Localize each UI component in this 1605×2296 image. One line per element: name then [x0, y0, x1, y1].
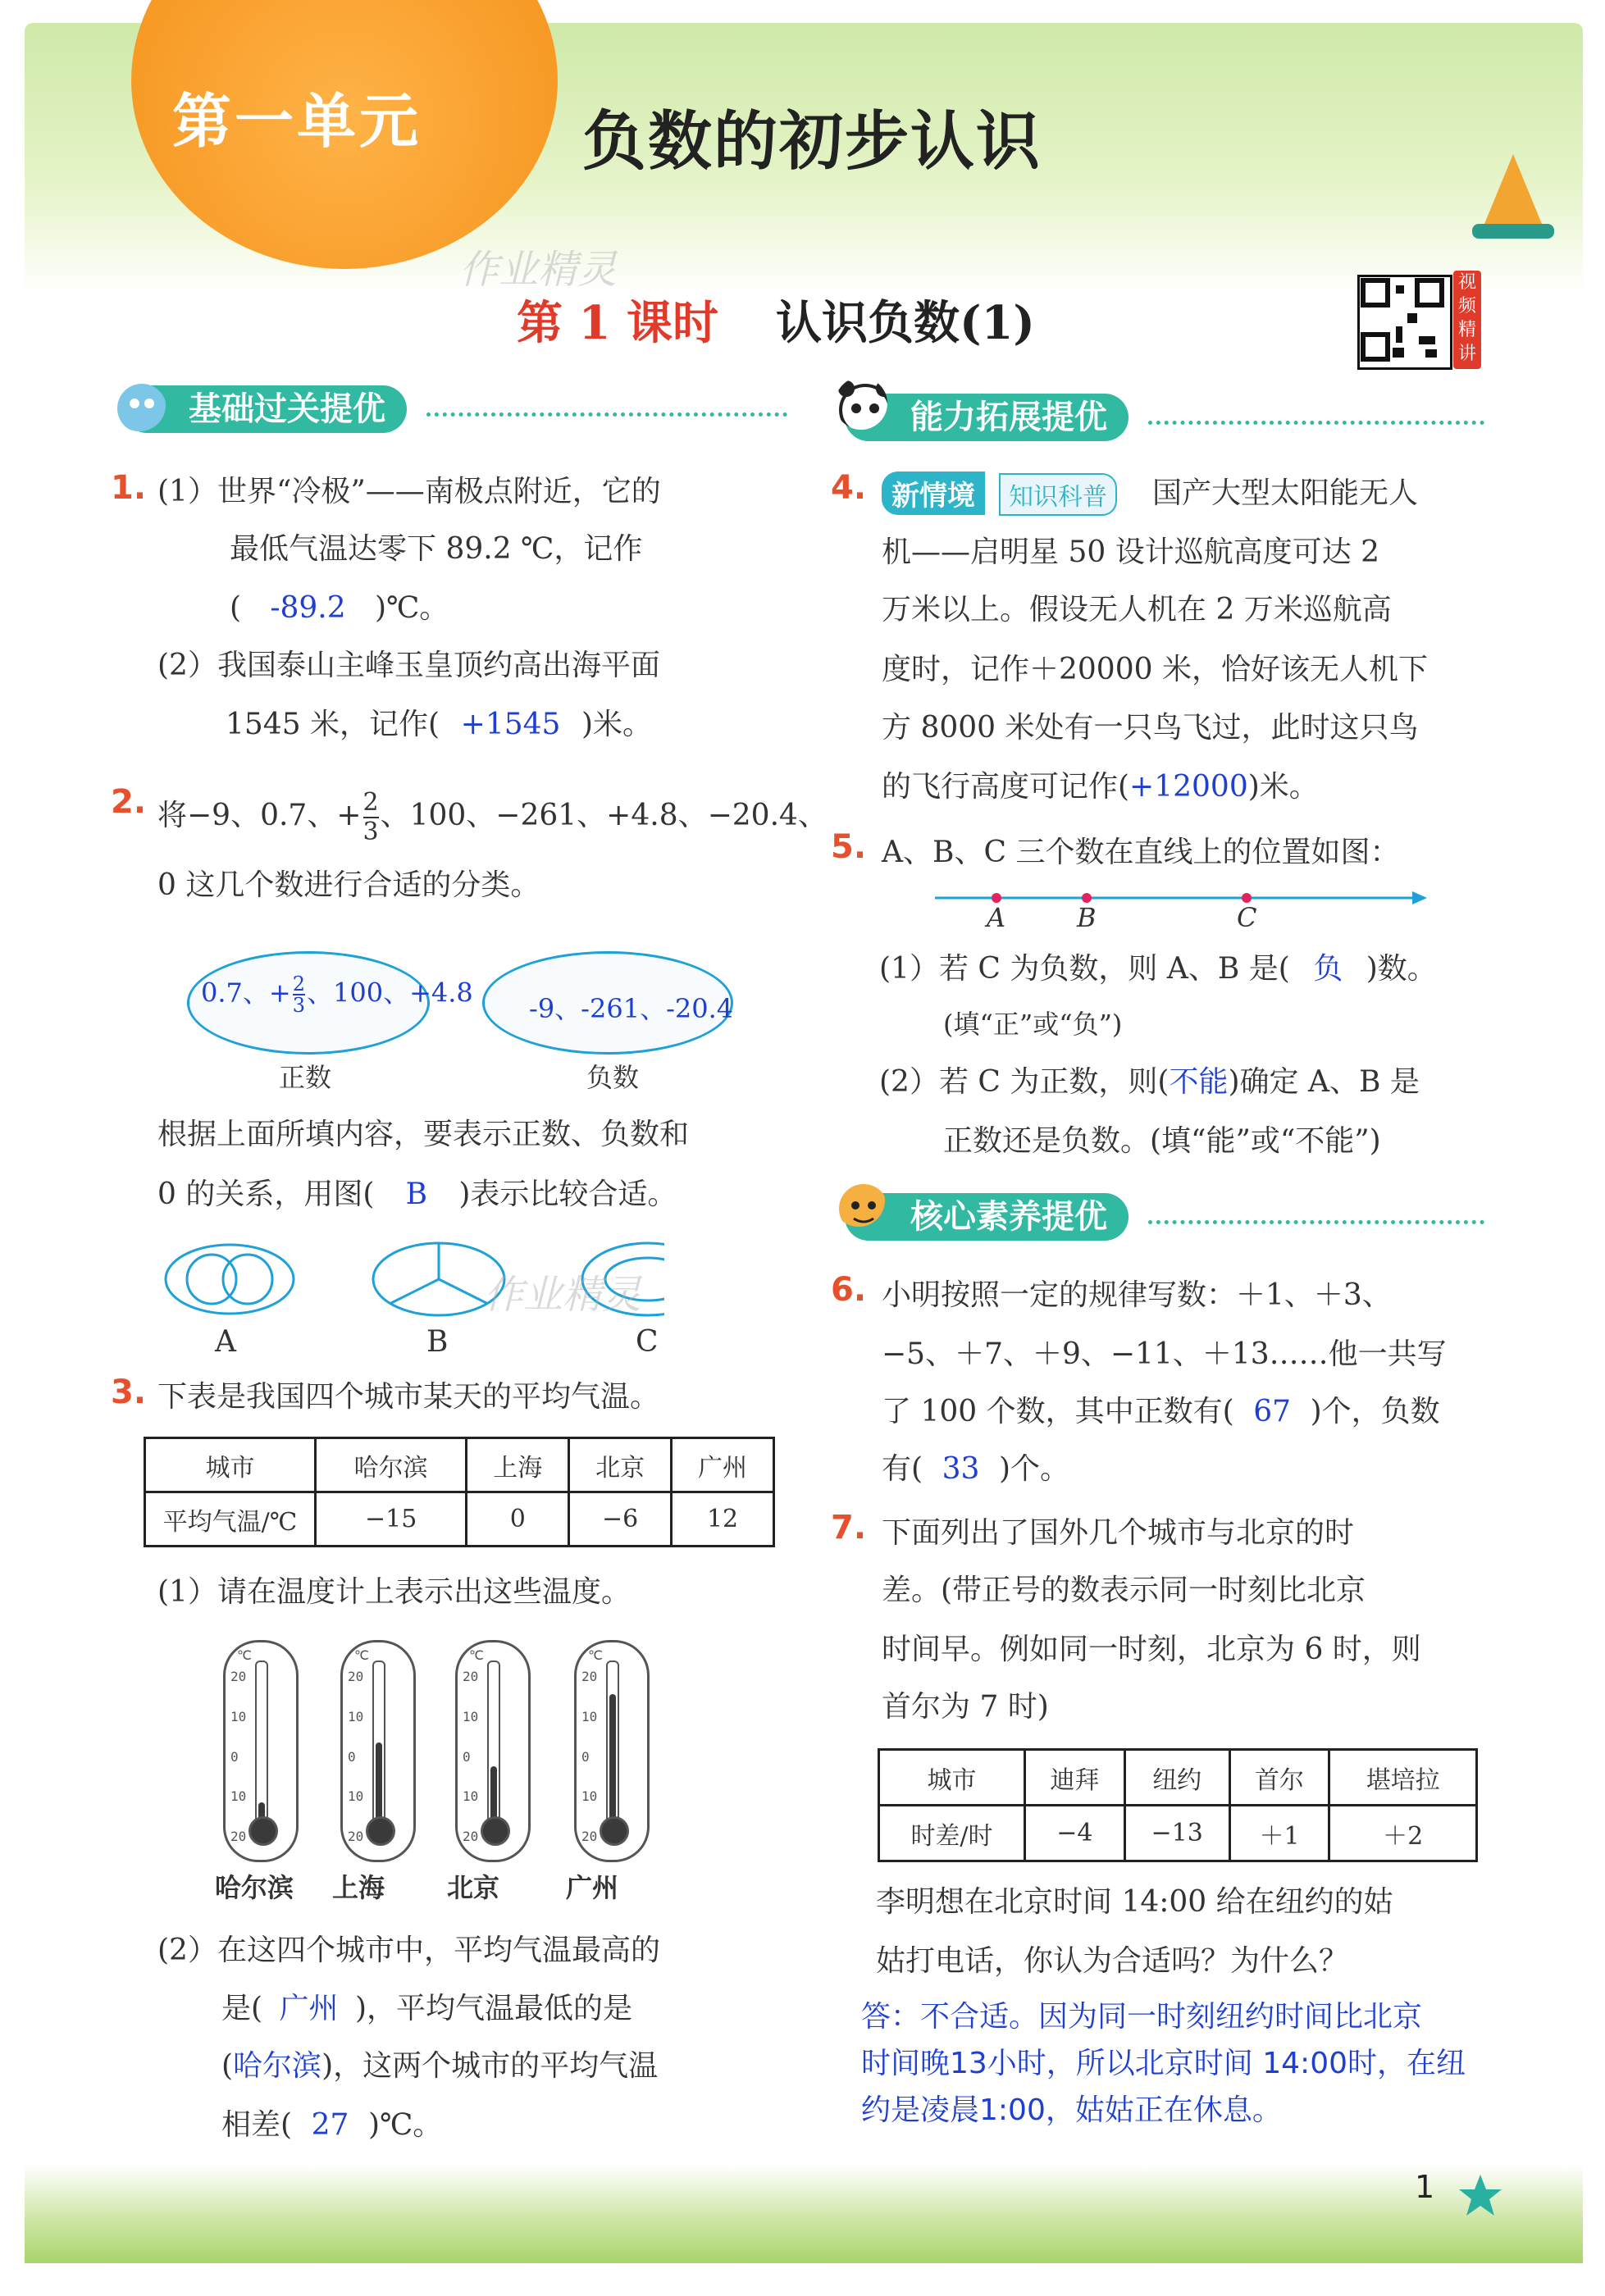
positive-set-answer	[201, 974, 473, 1015]
watermark-2: 作业精灵	[484, 1272, 642, 1318]
q3-p2-l2-pre: 是(	[221, 1992, 263, 2025]
thermometer-mercury	[376, 1742, 382, 1823]
q3-intro: 下表是我国四个城市某天的平均气温。	[157, 1380, 660, 1414]
q1-p1-line3	[230, 590, 449, 626]
mascot-bird-icon	[113, 379, 166, 431]
thermometer-tick-label: 10	[230, 1788, 247, 1805]
q2-line1-post: 、100、−261、+4.8、−20.4、	[380, 799, 828, 832]
point-a-label: A	[987, 902, 1006, 933]
q7-diff-canberra: ＋2	[1329, 1806, 1477, 1861]
mascot-tiger-icon	[832, 1174, 885, 1227]
q4-line5: 方 8000 米处有一只鸟飞过，此时这只鸟	[882, 711, 1419, 745]
q7-line2: 差。(带正号的数表示同一时刻比北京	[882, 1574, 1366, 1607]
q3-p2-line4	[221, 2107, 442, 2143]
q7-diff-seoul: ＋1	[1229, 1806, 1329, 1861]
q3-answer-highest: 广州	[279, 1992, 339, 2025]
q5-number: 5.	[831, 828, 867, 866]
section-ability: 能力拓展提优	[845, 394, 1129, 441]
positive-set-answer-a: 0.7、+	[201, 977, 291, 1009]
q7-line3: 时间早。例如同一时刻，北京为 6 时，则	[882, 1633, 1421, 1666]
q6-line4	[882, 1451, 1069, 1487]
point-c-label: C	[1237, 902, 1257, 933]
q6-number: 6.	[831, 1271, 867, 1309]
q4-number: 4.	[831, 469, 867, 507]
q3-header-beijing: 北京	[569, 1438, 672, 1492]
lesson-name: 认识负数(1)	[775, 296, 1035, 350]
q5-p1-answer: 负	[1313, 952, 1343, 986]
thermometer-tick-label: 20	[463, 1829, 479, 1844]
thermometer-tick-label: 20	[230, 1829, 247, 1844]
q4-badge-knowledge: 知识科普	[999, 473, 1117, 516]
sailboat-icon	[1468, 146, 1558, 244]
q2-line1-pre: 将−9、0.7、+	[157, 799, 362, 832]
q1-p2-line1: (2）我国泰山主峰玉皇顶约高出海平面	[157, 649, 660, 682]
thermometer-tick-label: 10	[463, 1788, 479, 1805]
thermometer-tick-label: 20	[463, 1669, 479, 1684]
section-core-dots	[1148, 1220, 1484, 1228]
q4-badge-new-context: 新情境	[882, 472, 985, 515]
q6-line3-post: )个，负数	[1310, 1395, 1440, 1428]
q6-line3	[882, 1394, 1440, 1430]
negative-set-label: 负数	[586, 1062, 640, 1093]
q3-p2-line1: (2）在这四个城市中，平均气温最高的	[157, 1934, 660, 1967]
q5-p2-pre: (2）若 C 为正数，则(	[879, 1065, 1170, 1099]
q2-line2: 0 这几个数进行合适的分类。	[157, 868, 540, 902]
q3-temp-beijing: −6	[569, 1492, 672, 1547]
q4-line6-pre: 的飞行高度可记作(	[882, 770, 1130, 804]
thermometer-tick-label: 0	[581, 1748, 590, 1765]
lesson-number: 第 1 课时	[517, 296, 718, 350]
mascot-panda-icon	[835, 377, 887, 430]
thermometer-tick-label: 10	[463, 1708, 479, 1724]
q7-diff-dubai: −4	[1025, 1806, 1125, 1861]
thermometer-unit: ℃	[588, 1647, 603, 1663]
q7-table-row	[879, 1806, 1477, 1861]
q6-line4-pre: 有(	[882, 1452, 923, 1486]
thermometer-tick-label: 20	[581, 1669, 598, 1684]
thermometer-tube	[487, 1660, 500, 1824]
thermometer-unit: ℃	[354, 1647, 369, 1663]
q3-p2-l4-post: )℃。	[367, 2108, 443, 2142]
q1-p1-close: )℃。	[374, 591, 449, 625]
q5-p2	[879, 1064, 1420, 1100]
q3-answer-lowest: 哈尔滨	[233, 2049, 322, 2083]
option-a-diagram	[166, 1245, 294, 1314]
q2-frac-den: 3	[362, 818, 379, 846]
q4-line1: 国产大型太阳能无人	[1152, 476, 1419, 510]
positive-set-label: 正数	[279, 1062, 332, 1093]
q2-frac-num: 2	[362, 788, 379, 817]
q7-line1: 下面列出了国外几个城市与北京的时	[882, 1516, 1355, 1550]
thermometer-tick-label: 10	[581, 1708, 598, 1724]
q7-header-seoul: 首尔	[1229, 1750, 1329, 1806]
option-c-label: C	[636, 1325, 659, 1359]
q5-p2-post: )确定 A、B 是	[1228, 1065, 1420, 1099]
thermometer-bulb	[481, 1816, 510, 1846]
thermometer-bulb	[249, 1816, 278, 1846]
q7-number: 7.	[831, 1509, 867, 1547]
section-basic: 基础过关提优	[123, 385, 407, 433]
q7-answer-line2: 时间晚13小时，所以北京时间 14:00时，在纽	[861, 2047, 1466, 2080]
q3-p2-l4-pre: 相差(	[221, 2108, 293, 2142]
q7-answer-line3: 约是凌晨1:00，姑姑正在休息。	[861, 2093, 1282, 2127]
q2-line4-post: )表示比较合适。	[458, 1178, 677, 1211]
q6-line1: 小明按照一定的规律写数：＋1、＋3、	[882, 1278, 1392, 1312]
q3-p2-l3-post: )，这两个城市的平均气温	[321, 2049, 659, 2083]
positive-frac-den: 3	[292, 994, 305, 1017]
thermometer-unit: ℃	[237, 1647, 252, 1663]
positive-frac-num: 2	[292, 973, 305, 995]
q3-temp-shanghai: 0	[467, 1492, 569, 1547]
thermometer-unit: ℃	[469, 1647, 484, 1663]
q3-header-shanghai: 上海	[467, 1438, 569, 1492]
thermometer-mercury	[609, 1694, 616, 1822]
q4-line6	[882, 769, 1319, 805]
q3-table-row	[145, 1492, 774, 1547]
q7-diff-newyork: −13	[1124, 1806, 1229, 1861]
q7-line6: 姑打电话，你认为合适吗？为什么？	[876, 1944, 1349, 1978]
q3-temp-harbin: −15	[316, 1492, 467, 1547]
q7-answer-line1: 答：不合适。因为同一时刻纽约时间比北京	[861, 2000, 1423, 2034]
q3-table-header-row	[145, 1438, 774, 1492]
q6-line3-pre: 了 100 个数，其中正数有(	[882, 1395, 1234, 1428]
thermometer-tube	[606, 1660, 619, 1824]
q1-p1-line1: (1）世界“冷极”——南极点附近，它的	[157, 475, 661, 508]
q2-line3: 根据上面所填内容，要表示正数、负数和	[157, 1118, 690, 1151]
qr-pattern	[1360, 277, 1445, 362]
q3-header-harbin: 哈尔滨	[316, 1438, 467, 1492]
thermometer-tick-label: 0	[230, 1748, 239, 1765]
q7-header-canberra: 堪培拉	[1329, 1750, 1477, 1806]
thermometer-tick-label: 10	[348, 1788, 364, 1805]
q4-line6-post: )米。	[1247, 770, 1319, 804]
point-b-label: B	[1077, 902, 1097, 933]
q4-line4: 度时，记作＋20000 米，恰好该无人机下	[882, 653, 1428, 686]
thermometer	[574, 1640, 650, 1862]
q2-number: 2.	[111, 783, 147, 821]
q4-line2: 机——启明星 50 设计巡航高度可达 2	[882, 535, 1380, 569]
q7-header-newyork: 纽约	[1124, 1750, 1229, 1806]
thermometer-bulb	[366, 1816, 395, 1846]
q1-p1-open: (	[230, 591, 242, 625]
q6-answer-positive: 67	[1253, 1395, 1292, 1428]
q3-header-city: 城市	[145, 1438, 316, 1492]
q7-header-city: 城市	[879, 1750, 1025, 1806]
thermometer-label: 广州	[566, 1872, 619, 1903]
q7-header-dubai: 迪拜	[1025, 1750, 1125, 1806]
q3-header-guangzhou: 广州	[672, 1438, 774, 1492]
positive-set-answer-b: 、100、+4.8	[307, 977, 473, 1009]
footer-band	[25, 2165, 1583, 2263]
q1-p2-open: 1545 米，记作(	[226, 708, 440, 741]
watermark: 作业精灵	[459, 247, 618, 293]
q2-line1	[157, 789, 828, 846]
page-number: 1	[1415, 2169, 1435, 2205]
thermometer-tick-label: 0	[348, 1748, 356, 1765]
thermometer-tube	[255, 1660, 268, 1824]
q3-p2-line3	[221, 2048, 658, 2084]
q6-line4-post: )个。	[998, 1452, 1069, 1486]
q2-fraction	[363, 789, 379, 846]
q2-line4	[157, 1177, 677, 1213]
thermometer	[340, 1640, 416, 1862]
q3-number: 3.	[111, 1374, 147, 1411]
option-b-label: B	[426, 1325, 449, 1359]
thermometer-tick-label: 20	[348, 1669, 364, 1684]
section-basic-dots	[426, 412, 787, 420]
qr-code-icon[interactable]	[1357, 275, 1452, 370]
q1-p2-close: )米。	[581, 708, 653, 741]
q4-line3: 万米以上。假设无人机在 2 万米巡航高	[882, 593, 1392, 626]
star-icon	[1456, 2171, 1505, 2221]
unit-title: 第一单元	[172, 87, 422, 156]
thermometer-tick-label: 20	[230, 1669, 247, 1684]
thermometer	[223, 1640, 299, 1862]
q2-answer: B	[405, 1178, 428, 1211]
q5-p2-line2: 正数还是负数。(填“能”或“不能”)	[943, 1124, 1381, 1158]
q6-answer-negative: 33	[942, 1452, 980, 1486]
q7-timezone-table	[878, 1748, 1478, 1862]
option-a-label: A	[215, 1325, 236, 1359]
q3-temperature-table	[144, 1437, 775, 1547]
q2-line4-pre: 0 的关系，用图(	[157, 1178, 375, 1211]
q4-answer: +12000	[1129, 770, 1248, 804]
q3-row-label: 平均气温/℃	[145, 1492, 316, 1547]
section-ability-dots	[1148, 421, 1484, 428]
q3-temp-guangzhou: 12	[672, 1492, 774, 1547]
q3-p1: (1）请在温度计上表示出这些温度。	[157, 1575, 631, 1609]
q7-row-label: 时差/时	[879, 1806, 1025, 1861]
q6-line2: −5、＋7、＋9、−11、＋13……他一共写	[882, 1337, 1447, 1371]
thermometer-label: 哈尔滨	[215, 1872, 294, 1903]
q5-p1	[879, 951, 1437, 987]
q5-p1-post: )数。	[1366, 952, 1437, 986]
qr-label: 视频精讲	[1453, 271, 1481, 369]
thermometer-tick-label: 10	[230, 1708, 247, 1724]
q3-answer-difference: 27	[311, 2108, 349, 2142]
positive-set-fraction	[293, 974, 305, 1015]
q5-p1-hint: (填“正”或“负”)	[943, 1009, 1123, 1040]
q7-line5: 李明想在北京时间 14:00 给在纽约的姑	[876, 1885, 1393, 1919]
chapter-title: 负数的初步认识	[582, 105, 1042, 179]
q1-p2-line2	[226, 707, 652, 743]
q5-p2-answer: 不能	[1169, 1065, 1229, 1099]
q1-p1-answer: -89.2	[270, 591, 346, 625]
q7-table-header-row	[879, 1750, 1477, 1806]
lesson-title	[517, 287, 1035, 353]
thermometer-label: 上海	[332, 1872, 385, 1903]
thermometer-tick-label: 20	[581, 1829, 598, 1844]
thermometer-tick-label: 10	[348, 1708, 364, 1724]
thermometer	[455, 1640, 531, 1862]
q1-number: 1.	[111, 469, 147, 507]
negative-set-answer: -9、-261、-20.4	[529, 993, 734, 1024]
q5-intro: A、B、C 三个数在直线上的位置如图：	[882, 836, 1400, 869]
thermometer-tube	[372, 1660, 385, 1824]
q3-p2-line2	[221, 1991, 632, 2027]
q1-p2-answer: +1545	[460, 708, 561, 741]
thermometer-tick-label: 10	[581, 1788, 598, 1805]
q3-p2-l2-post: )，平均气温最低的是	[354, 1992, 632, 2025]
q7-line4: 首尔为 7 时)	[882, 1690, 1049, 1724]
thermometer-tick-label: 20	[348, 1829, 364, 1844]
thermometer-label: 北京	[447, 1872, 500, 1903]
thermometer-mercury	[490, 1766, 497, 1822]
section-core: 核心素养提优	[845, 1193, 1129, 1241]
q5-p1-pre: (1）若 C 为负数，则 A、B 是(	[879, 952, 1290, 986]
thermometer-tick-label: 0	[463, 1748, 471, 1765]
q1-p1-line2: 最低气温达零下 89.2 ℃，记作	[230, 532, 643, 566]
thermometer-bulb	[600, 1816, 629, 1846]
q3-p2-l3-pre: (	[221, 2049, 234, 2083]
